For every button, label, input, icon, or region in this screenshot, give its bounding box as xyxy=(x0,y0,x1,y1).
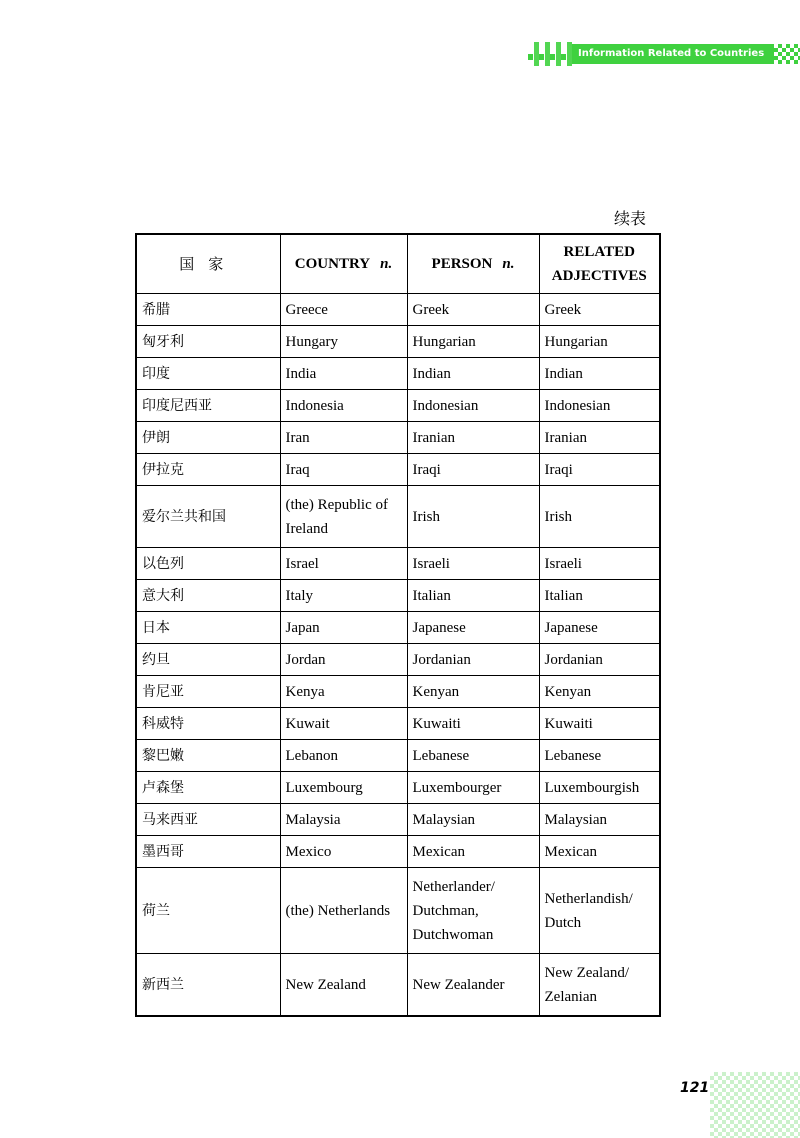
cell-adjective: Iraqi xyxy=(539,454,660,486)
cell-adjective: Japanese xyxy=(539,612,660,644)
cell-person: Iraqi xyxy=(407,454,539,486)
header-person xyxy=(407,234,539,294)
table-row xyxy=(136,326,660,358)
table-row xyxy=(136,390,660,422)
cell-country-zh: 荷兰 xyxy=(136,868,280,954)
cell-country: Iraq xyxy=(280,454,407,486)
table-row xyxy=(136,486,660,548)
cell-adjective: Iranian xyxy=(539,422,660,454)
table-row xyxy=(136,954,660,1017)
cell-country: Lebanon xyxy=(280,740,407,772)
cell-country: Luxembourg xyxy=(280,772,407,804)
cell-country-zh: 以色列 xyxy=(136,548,280,580)
cell-country-zh: 新西兰 xyxy=(136,954,280,1017)
cell-country: Iran xyxy=(280,422,407,454)
cell-country-zh: 希腊 xyxy=(136,294,280,326)
cell-country: Italy xyxy=(280,580,407,612)
cell-person: Luxembourger xyxy=(407,772,539,804)
cell-person: Japanese xyxy=(407,612,539,644)
header-adjectives-line1: RELATED xyxy=(563,244,635,260)
cell-country: Kuwait xyxy=(280,708,407,740)
cell-country-zh: 伊拉克 xyxy=(136,454,280,486)
cell-person: Jordanian xyxy=(407,644,539,676)
table-row xyxy=(136,708,660,740)
cell-country: (the) Netherlands xyxy=(280,868,407,954)
table-row xyxy=(136,836,660,868)
table-row xyxy=(136,804,660,836)
corner-decoration xyxy=(710,1072,800,1138)
cell-country-zh: 伊朗 xyxy=(136,422,280,454)
table-row xyxy=(136,548,660,580)
pixel-decoration xyxy=(774,44,800,64)
cell-adjective: Luxembourgish xyxy=(539,772,660,804)
table-row xyxy=(136,740,660,772)
cell-person: Irish xyxy=(407,486,539,548)
cell-adjective: Malaysian xyxy=(539,804,660,836)
cell-country-zh: 卢森堡 xyxy=(136,772,280,804)
cell-person: Netherlander/ Dutchman, Dutchwoman xyxy=(407,868,539,954)
cell-person: Indian xyxy=(407,358,539,390)
cell-country: Kenya xyxy=(280,676,407,708)
cell-adjective: Kuwaiti xyxy=(539,708,660,740)
table-row xyxy=(136,358,660,390)
cell-adjective: Indonesian xyxy=(539,390,660,422)
cell-adjective: Kenyan xyxy=(539,676,660,708)
cell-country-zh: 约旦 xyxy=(136,644,280,676)
cell-person: Lebanese xyxy=(407,740,539,772)
cell-country-zh: 爱尔兰共和国 xyxy=(136,486,280,548)
cell-person: Israeli xyxy=(407,548,539,580)
cell-person: Kenyan xyxy=(407,676,539,708)
header-country-suffix: n. xyxy=(380,256,393,272)
cell-person: Greek xyxy=(407,294,539,326)
cell-country-zh: 匈牙利 xyxy=(136,326,280,358)
header-country-zh: 国家 xyxy=(136,234,280,294)
header-adjectives xyxy=(539,234,660,294)
cell-country: Israel xyxy=(280,548,407,580)
table-row xyxy=(136,422,660,454)
cell-adjective: Irish xyxy=(539,486,660,548)
table-row xyxy=(136,772,660,804)
cell-adjective: Lebanese xyxy=(539,740,660,772)
header-adjectives-line2: ADJECTIVES xyxy=(551,268,647,284)
cell-country-zh: 印度 xyxy=(136,358,280,390)
cell-country-zh: 印度尼西亚 xyxy=(136,390,280,422)
cell-adjective: New Zealand/ Zelanian xyxy=(539,954,660,1017)
cell-country: Indonesia xyxy=(280,390,407,422)
cell-country: Hungary xyxy=(280,326,407,358)
cell-country: (the) Republic of Ireland xyxy=(280,486,407,548)
cell-person: Iranian xyxy=(407,422,539,454)
cell-person: Malaysian xyxy=(407,804,539,836)
cell-person: Indonesian xyxy=(407,390,539,422)
cell-adjective: Italian xyxy=(539,580,660,612)
header-title: Information Related to Countries xyxy=(578,48,765,59)
cell-adjective: Jordanian xyxy=(539,644,660,676)
cell-country-zh: 日本 xyxy=(136,612,280,644)
cell-country-zh: 黎巴嫩 xyxy=(136,740,280,772)
table-row xyxy=(136,644,660,676)
header-person-suffix: n. xyxy=(502,256,515,272)
cell-person: New Zealander xyxy=(407,954,539,1017)
cell-person: Hungarian xyxy=(407,326,539,358)
countries-table xyxy=(135,233,661,1017)
cell-person: Kuwaiti xyxy=(407,708,539,740)
cell-adjective: Israeli xyxy=(539,548,660,580)
header-country-label: COUNTRY xyxy=(294,256,371,272)
cell-country: New Zealand xyxy=(280,954,407,1017)
cell-country: Mexico xyxy=(280,836,407,868)
cell-adjective: Mexican xyxy=(539,836,660,868)
table-row xyxy=(136,580,660,612)
running-header xyxy=(528,42,800,66)
table-row xyxy=(136,868,660,954)
cell-country-zh: 墨西哥 xyxy=(136,836,280,868)
cell-country: Japan xyxy=(280,612,407,644)
cell-adjective: Indian xyxy=(539,358,660,390)
cell-country-zh: 马来西亚 xyxy=(136,804,280,836)
cell-person: Mexican xyxy=(407,836,539,868)
cell-country: Jordan xyxy=(280,644,407,676)
cell-adjective: Netherlandish/ Dutch xyxy=(539,868,660,954)
cell-adjective: Greek xyxy=(539,294,660,326)
cell-country: Malaysia xyxy=(280,804,407,836)
table-row xyxy=(136,294,660,326)
header-person-label: PERSON xyxy=(431,256,493,272)
continued-label: 续表 xyxy=(614,209,647,228)
header-country xyxy=(280,234,407,294)
cell-country-zh: 科威特 xyxy=(136,708,280,740)
cell-person: Italian xyxy=(407,580,539,612)
cell-country-zh: 肯尼亚 xyxy=(136,676,280,708)
cell-country: Greece xyxy=(280,294,407,326)
table-row xyxy=(136,454,660,486)
cell-adjective: Hungarian xyxy=(539,326,660,358)
table-header-row xyxy=(136,234,660,294)
cell-country: India xyxy=(280,358,407,390)
pixel-decoration xyxy=(528,54,572,60)
page-number: 121 xyxy=(680,1080,710,1096)
table-row xyxy=(136,612,660,644)
cell-country-zh: 意大利 xyxy=(136,580,280,612)
table-row xyxy=(136,676,660,708)
